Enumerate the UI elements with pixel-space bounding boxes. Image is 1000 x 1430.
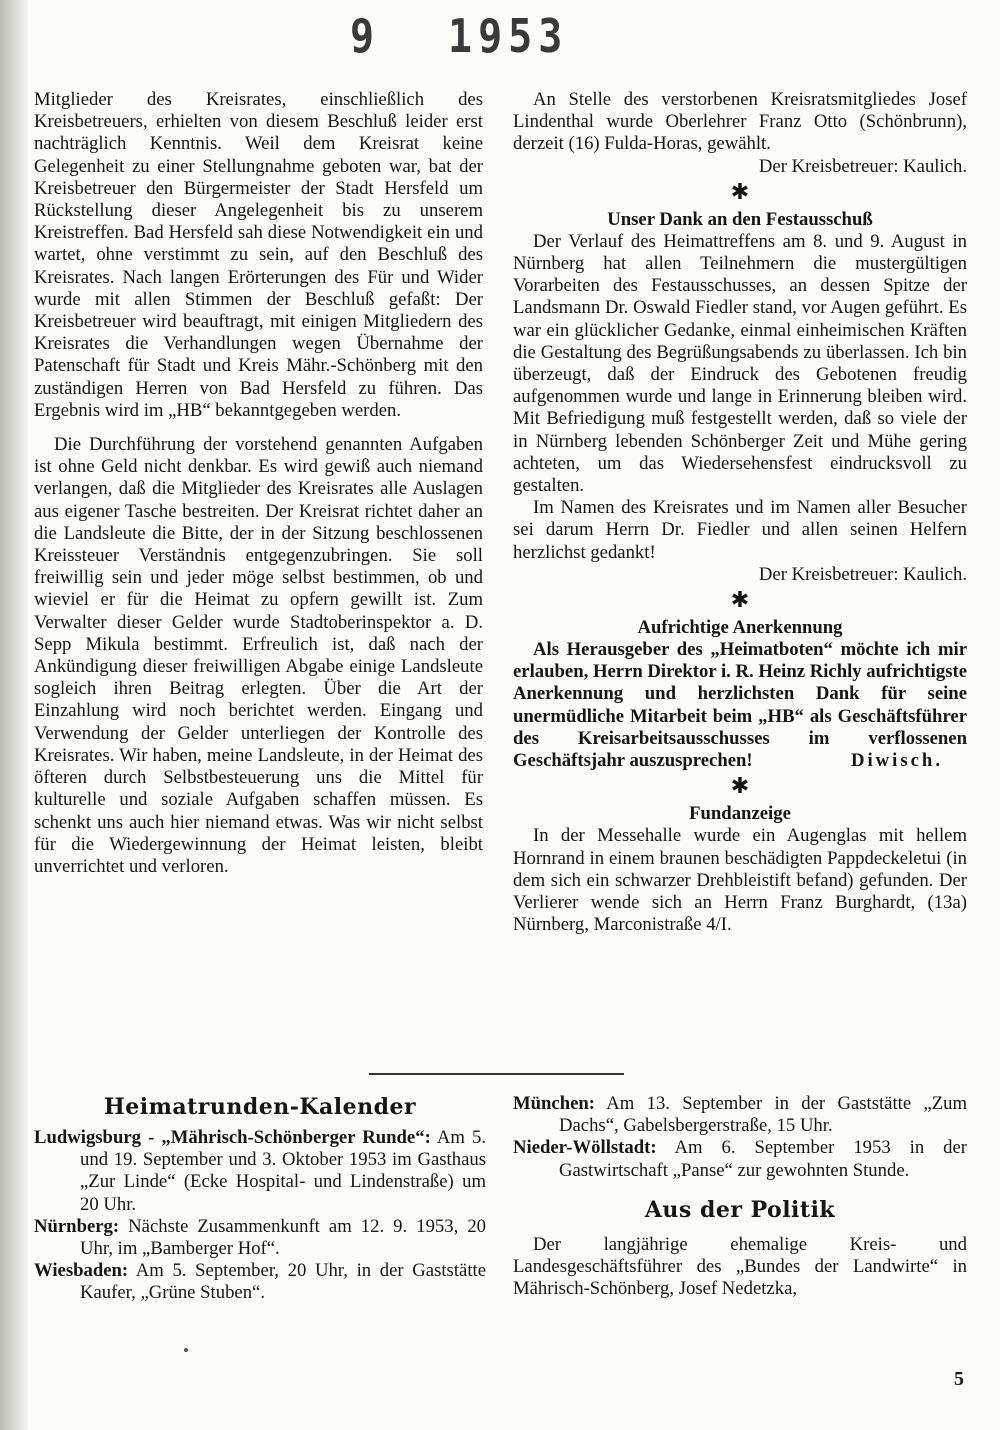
article-paragraph: Mitglieder des Kreisrates, einschließlich des Kreisbetreuers, erhielten von diesem Beschluß leider erst nachträglich Kenntnis. Weil dem Kreisrat keine Gelegenheit zu einer Stellungnahme geboten war, bat der Kreisbetreuer den Bürgermeister der Stadt Hersfeld um Rückstellung dieser Angelegenheit bis zu unserem Kreistreffen. Bad Hersfeld sah diese Notwendigkeit ein und wartet, ohne verstimmt zu sein, auf den Beschluß des Kreisrates. Nach langen Erörterungen des Für und Wider wurde mit allen Stimmen der Beschluß gefaßt: Der Kreisbetreuer wird beauftragt, mit einigen Mitgliedern des Kreisrates die Verhandlungen wegen Übernahme der Patenschaft für Stadt und Kreis Mähr.-Schönberg mit den zuständigen Herren von Bad Hersfeld zu führen. Das Ergebnis wird im „HB“ bekanntgegeben werden. <box>34 89 483 421</box>
calendar-text: Am 13. September in der Gaststätte „Zum Dachs“, Gabelsbergerstraße, 15 Uhr. <box>559 1093 968 1137</box>
section-heading-anerkennung: Aufrichtige Anerkennung <box>637 617 843 639</box>
calendar-place: München: <box>513 1093 596 1114</box>
section-heading-dank: Unser Dank an den Festausschuß <box>607 208 873 230</box>
calendar-text: Am 5. September, 20 Uhr, in der Gaststätte Kaufer, „Grüne Stuben“. <box>80 1260 486 1304</box>
signature: Diwisch. <box>850 750 943 772</box>
calendar-title: Heimatrunden-Kalender <box>103 1094 417 1120</box>
print-speck <box>184 1348 188 1352</box>
politik-paragraph: Der langjährige ehemalige Kreis- und Landesgeschäftsführer des „Bundes der Landwirte“ in Mährisch-Schönberg, Josef Nedetzka, <box>513 1233 967 1300</box>
calendar-entry <box>513 1137 967 1181</box>
election-notice: An Stelle des verstorbenen Kreisratsmitgliedes Josef Lindenthal wurde Oberlehrer Franz Otto (Schönbrunn), derzeit (16) Fulda-Horas, gewählt. <box>513 89 967 155</box>
section-heading-politik: Aus der Politik <box>644 1196 836 1223</box>
page-number: 5 <box>954 1368 964 1390</box>
calendar-place: Nürnberg: <box>34 1215 120 1237</box>
calendar-place: Ludwigsburg - „Mährisch-Schönberger Runde“: <box>34 1127 431 1148</box>
star-separator-icon: ✱ <box>730 587 750 613</box>
calendar-place: Wiesbaden: <box>34 1260 129 1282</box>
calendar-place: Nieder-Wöllstadt: <box>513 1137 657 1159</box>
calendar-right-column <box>513 1093 967 1300</box>
right-column <box>513 89 967 937</box>
anerkennung-paragraph: Als Herausgeber des „Heimatboten“ möchte ich mir erlauben, Herrn Direktor i. R. Heinz Richly aufrichtigste Anerkennung und herzlichsten Dank für seine unermüdliche Mitarbeit beim „HB“ als Geschäftsführer des Kreisarbeitsausschusses im verflossenen Geschäftsjahr auszusprechen! <box>513 639 967 772</box>
issue-year: 1953 <box>448 10 569 64</box>
star-separator-icon: ✱ <box>730 178 750 204</box>
calendar-text: Am 6. September 1953 in der Gastwirtschaft „Panse“ zur gewohnten Stunde. <box>559 1137 968 1181</box>
left-column <box>34 89 483 878</box>
calendar-entry <box>34 1127 486 1216</box>
anerkennung-block <box>513 639 967 772</box>
fund-paragraph: In der Messehalle wurde ein Augenglas mit hellem Hornrand in einem braunen beschädigten Pappdeckeletui (in dem sich ein schwarzer Drehbleistift befand) gefunden. Der Verlierer wende sich an Herrn Franz Burghardt, (13a) Nürnberg, Marconistraße 4/I. <box>513 825 967 936</box>
dank-paragraph: Der Verlauf des Heimattreffens am 8. und 9. August in Nürnberg hat allen Teilnehmern die mustergültigen Vorarbeiten des Festausschusses, an dessen Spitze der Landsmann Dr. Oswald Fiedler stand, vor Augen geführt. Es war ein glücklicher Gedanke, einmal einheimischen Kräften die Gestaltung des Begrüßungsabends zu überlassen. Ich bin überzeugt, daß der Eindruck des Gebotenen freudig aufgenommen wurde und lange in Erinnerung bleiben wird. Mit Befriedigung muß festgestellt werden, daß so viele der in Nürnberg lebenden Schönberger Zeit und Mühe gering achteten, um das Wiedersehensfest eindrucksvoll zu gestalten. <box>513 230 967 497</box>
calendar-text: Nächste Zusammenkunft am 12. 9. 1953, 20 Uhr, im „Bamberger Hof“. <box>80 1215 487 1260</box>
calendar-entry <box>513 1093 967 1137</box>
section-heading-fundanzeige: Fundanzeige <box>689 803 791 825</box>
star-separator-icon: ✱ <box>730 773 750 799</box>
calendar-left-column <box>34 1093 486 1305</box>
signature: Der Kreisbetreuer: Kaulich. <box>758 563 967 585</box>
calendar-text: Am 5. und 19. September und 3. Oktober 1953 im Gasthaus „Zur Linde“ (Ecke Hospital- und Lindenstraße) um 20 Uhr. <box>80 1127 486 1215</box>
calendar-entry <box>34 1216 486 1260</box>
issue-number: 9 <box>350 10 381 64</box>
section-divider <box>369 1073 624 1075</box>
signature: Der Kreisbetreuer: Kaulich. <box>758 155 967 177</box>
book-spine-shadow <box>0 0 28 1430</box>
calendar-entry <box>34 1260 486 1304</box>
dank-paragraph: Im Namen des Kreisrates und im Namen aller Besucher sei darum Herrn Dr. Fiedler und allen seinen Helfern herzlichst gedankt! <box>513 497 967 563</box>
article-paragraph: Die Durchführung der vorstehend genannten Aufgaben ist ohne Geld nicht denkbar. Es wird gewiß auch niemand verlangen, daß die Mitglieder des Kreisrates alle Auslagen aus eigener Tasche bestreiten. Der Kreisrat richtet daher an die Landsleute die Bitte, der in der Sitzung beschlossenen Kreissteuer Verständnis entgegenzubringen. Sie soll freiwillig sein und jeder möge selbst bestimmen, ob und wieviel er für die Heimat zu opfern gewillt ist. Zum Verwalter dieser Gelder wurde Stadtoberinspektor a. D. Sepp Mikula bestimmt. Erfreulich ist, daß nach der Ankündigung dieser freiwilligen Abgabe einige Landsleute sogleich ihren Beitrag erlegten. Über die Art der Einzahlung wird noch berichtet werden. Eingang und Verwendung der Gelder unterliegen der Kontrolle des Kreisrates. Wir haben, meine Landsleute, in der Heimat des öfteren durch Selbstbesteuerung uns die Mittel für kulturelle und soziale Aufgaben schaffen müssen. Es schenkt uns auch hier niemand etwas. Was wir nicht selbst für die Wiedergewinnung der Heimat leisten, bleibt unverrichtet und verloren. <box>34 434 483 877</box>
